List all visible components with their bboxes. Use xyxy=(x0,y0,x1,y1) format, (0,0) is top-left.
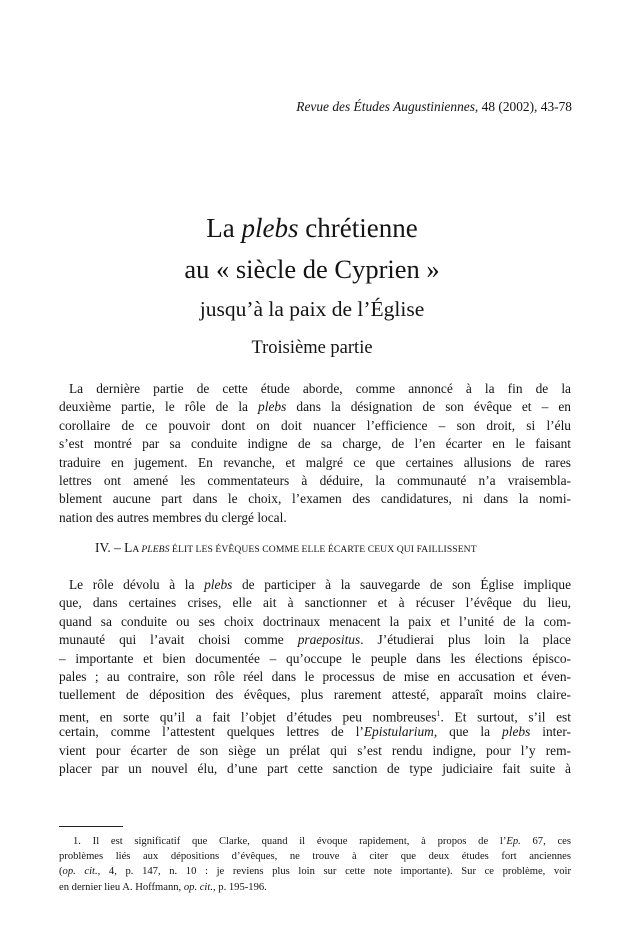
title-emphasis: plebs xyxy=(241,213,299,243)
text-line: ment, en sorte qu’il a fait l’objet d’études peu nombreuses$^1$. Et surtout, s’il est xyxy=(59,708,571,725)
text-line: quand sa conduite ou ses choix doctrinaux menacent la paix et l’unité de la com- xyxy=(59,613,571,629)
text-line: tuellement de déposition des évêques, plus rarement attesté, apparaît moins claire- xyxy=(59,687,571,703)
section-heading: IV. – LA PLEBS ÉLIT LES ÉVÊQUES COMME ELLE ÉCARTE CEUX QUI FAILLISSENT xyxy=(95,540,477,555)
text-line: lettres ont amené les commentateurs à déduire, la communauté n’a vraisembla- xyxy=(59,472,571,488)
text-line: corollaire de ce pouvoir dont on doit nuancer l’efficience – son droit, si l’élu xyxy=(59,417,571,433)
footnote-line: 1. Il est significatif que Clarke, quand il évoque rapidement, à propos de l’Ep. 67, ces xyxy=(73,836,571,847)
text-line: certain, comme l’attestent quelques lettres de l’Epistularium, que la plebs inter- xyxy=(59,724,572,740)
text-line: deuxième partie, le rôle de la plebs dans la désignation de son évêque et – en xyxy=(59,399,571,415)
footnote-divider xyxy=(59,826,123,827)
title-text: La xyxy=(206,213,242,243)
journal-reference xyxy=(200,99,572,115)
footnote-ref[interactable]: 1 xyxy=(436,708,441,718)
text-line: nation des autres membres du clergé local. xyxy=(59,509,287,525)
title-text: chrétienne xyxy=(298,213,418,243)
footnote-line: en dernier lieu A. Hoffmann, op. cit., p. 195-196. xyxy=(59,881,267,893)
article-title-line-3: jusqu’à la paix de l’Église xyxy=(199,297,425,321)
text-line: Le rôle dévolu à la plebs de participer à la sauvegarde de son Église implique xyxy=(69,577,572,592)
text-line: traduire en jugement. En revanche, et malgré ce que certaines allusions de rares xyxy=(59,454,571,470)
text-line: munauté qui l’avait choisi comme praepositus. J’étudierai plus loin la place xyxy=(59,632,571,648)
journal-title: Revue des Études Augustiniennes xyxy=(296,99,475,114)
article-title-line-2: au « siècle de Cyprien » xyxy=(184,254,440,284)
text-line: vient pour écarter de son siège un prélat qui s’est rendu indigne, pour l’y rem- xyxy=(59,742,571,758)
article-subtitle: Troisième partie xyxy=(251,338,373,358)
article-title-line-1 xyxy=(0,213,624,244)
footnote-line: problèmes liés aux dépositions d’évêques, ne trouve à citer que deux études fort anciennes xyxy=(59,851,571,863)
text-line: La dernière partie de cette étude aborde, comme annoncé à la fin de la xyxy=(69,381,571,396)
intro-paragraph xyxy=(59,380,571,527)
footnote xyxy=(59,834,571,895)
text-line: pales ; au contraire, son rôle réel dans le processus de mise en accusation et éven- xyxy=(59,668,571,684)
text-line: que, dans certaines crises, elle ait à sanctionner et à récuser l’évêque du lieu, xyxy=(59,595,571,611)
journal-volume-pages: , 48 (2002), 43-78 xyxy=(474,99,572,114)
footnote-line: (op. cit., 4, p. 147, n. 10 : je reviens plus loin sur cette note importante). Sur ce problème, voir xyxy=(59,866,571,878)
text-line: blement aucune part dans le choix, l’examen des candidatures, ni dans la nomi- xyxy=(59,491,571,507)
body-paragraph xyxy=(59,576,571,778)
text-line: placer par un nouvel élu, d’une part cette sanction de type judiciaire fait suite à xyxy=(59,760,571,776)
text-line: – importante et bien documentée – qu’occupe le peuple dans les élections épisco- xyxy=(59,650,571,666)
text-line: s’est montré par sa conduite indigne de sa charge, de l’en écarter en le faisant xyxy=(59,436,571,452)
emphasis: plebs xyxy=(258,399,287,415)
